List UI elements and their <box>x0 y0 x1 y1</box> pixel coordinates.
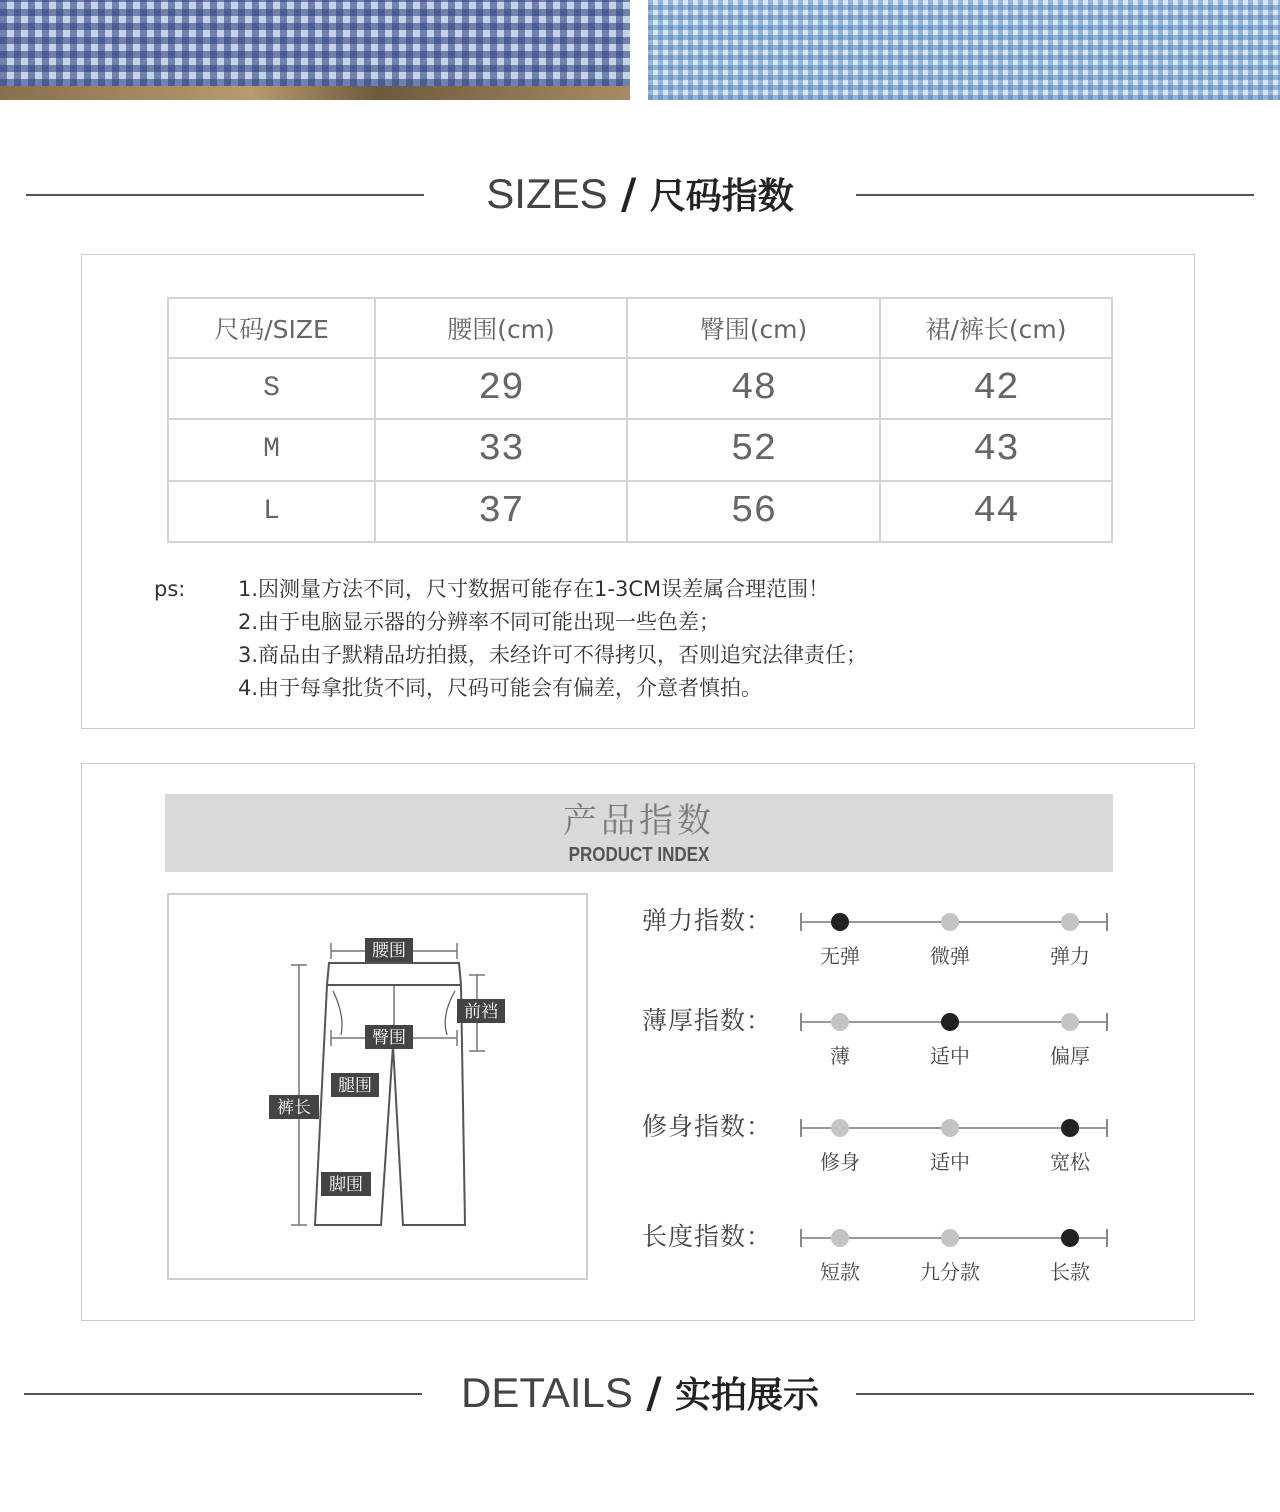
size-cell: L <box>168 481 375 542</box>
note-item: 1.因测量方法不同，尺寸数据可能存在1-3CM误差属合理范围！ <box>238 577 830 601</box>
index-label: 弹力指数： <box>642 906 773 935</box>
scale-end-tick <box>1106 913 1108 931</box>
label-waist: 腰围 <box>372 941 406 961</box>
index-option-label: 弹力 <box>1050 944 1090 968</box>
scale-end-tick <box>800 913 802 931</box>
note-item: 3.商品由子默精品坊拍摄，未经许可不得拷贝，否则追究法律责任； <box>238 643 868 667</box>
hip-cell: 56 <box>627 481 880 542</box>
sizes-heading-cn: 尺码指数 <box>649 176 794 217</box>
selected-dot <box>1061 1229 1079 1247</box>
note-item: 4.由于每拿批货不同，尺码可能会有偏差，介意者慎拍。 <box>238 676 763 700</box>
selected-dot <box>941 1013 959 1031</box>
product-photo-right <box>648 0 1280 100</box>
product-index-panel <box>81 763 1195 1321</box>
index-option-label: 适中 <box>930 1150 970 1174</box>
scale-dot <box>1061 913 1079 931</box>
index-label: 薄厚指数： <box>642 1006 773 1035</box>
scale-dot <box>831 1119 849 1137</box>
length-cell: 43 <box>880 419 1112 480</box>
label-thigh: 腿围 <box>338 1076 372 1096</box>
index-option-label: 修身 <box>820 1150 860 1174</box>
size-cell: M <box>168 419 375 480</box>
scale-dot <box>831 1013 849 1031</box>
index-label: 修身指数： <box>642 1112 773 1141</box>
scale-end-tick <box>800 1013 802 1031</box>
note-item: 2.由于电脑显示器的分辨率不同可能出现一些色差； <box>238 610 721 634</box>
scale-dot <box>941 913 959 931</box>
scale-end-tick <box>1106 1119 1108 1137</box>
index-option-label: 微弹 <box>930 944 970 968</box>
hip-cell: 52 <box>627 419 880 480</box>
index-option-label: 适中 <box>930 1044 970 1068</box>
waist-cell: 33 <box>375 419 627 480</box>
scale-end-tick <box>1106 1013 1108 1031</box>
details-heading: DETAILS / 实拍展示 <box>0 1363 1280 1423</box>
sizes-heading-en: SIZES <box>486 170 608 217</box>
index-option-label: 无弹 <box>820 944 860 968</box>
table-row <box>168 481 1112 542</box>
size-cell: S <box>168 358 375 419</box>
hip-cell: 48 <box>627 358 880 419</box>
index-option-label: 宽松 <box>1050 1150 1090 1174</box>
table-row <box>168 358 1112 419</box>
waist-cell: 29 <box>375 358 627 419</box>
pants-measurement-diagram <box>167 893 588 1280</box>
index-row <box>642 1110 1122 1180</box>
label-hip: 臀围 <box>372 1028 406 1048</box>
index-option-label: 短款 <box>820 1260 860 1284</box>
scale-dot <box>831 1229 849 1247</box>
selected-dot <box>1061 1119 1079 1137</box>
pants-outline-icon <box>169 895 586 1278</box>
size-notes <box>154 573 867 705</box>
sizes-heading: SIZES / 尺码指数 <box>0 164 1280 224</box>
scale-dot <box>1061 1013 1079 1031</box>
table-row <box>168 419 1112 480</box>
size-table-header <box>168 298 1112 358</box>
index-option-label: 长款 <box>1050 1260 1090 1284</box>
product-index-title-en: PRODUCT INDEX <box>568 844 710 866</box>
label-length: 裤长 <box>277 1098 311 1118</box>
product-index-banner <box>165 794 1113 872</box>
index-label: 长度指数： <box>642 1222 773 1251</box>
scale-end-tick <box>800 1119 802 1137</box>
waist-cell: 37 <box>375 481 627 542</box>
index-row <box>642 904 1122 974</box>
product-index-title-cn: 产品指数 <box>563 801 715 841</box>
index-option-label: 偏厚 <box>1050 1044 1090 1068</box>
scale-end-tick <box>1106 1229 1108 1247</box>
label-leg-opening: 脚围 <box>329 1175 363 1195</box>
product-photo-left <box>0 0 630 100</box>
length-cell: 42 <box>880 358 1112 419</box>
header-waist: 腰围(cm) <box>375 298 627 358</box>
index-option-label: 薄 <box>830 1044 850 1068</box>
header-size: 尺码/SIZE <box>168 298 375 358</box>
scale-dot <box>941 1229 959 1247</box>
details-heading-en: DETAILS <box>460 1369 633 1416</box>
index-row <box>642 1220 1122 1290</box>
details-heading-cn: 实拍展示 <box>674 1375 819 1416</box>
index-row <box>642 1004 1122 1074</box>
size-table <box>167 297 1113 543</box>
length-cell: 44 <box>880 481 1112 542</box>
scale-end-tick <box>800 1229 802 1247</box>
size-chart-panel <box>81 254 1195 729</box>
notes-prefix: ps: <box>154 577 186 601</box>
index-option-label: 九分款 <box>920 1260 980 1284</box>
label-front-rise: 前裆 <box>464 1002 498 1022</box>
scale-dot <box>941 1119 959 1137</box>
header-length: 裙/裤长(cm) <box>880 298 1112 358</box>
selected-dot <box>831 913 849 931</box>
header-hip: 臀围(cm) <box>627 298 880 358</box>
